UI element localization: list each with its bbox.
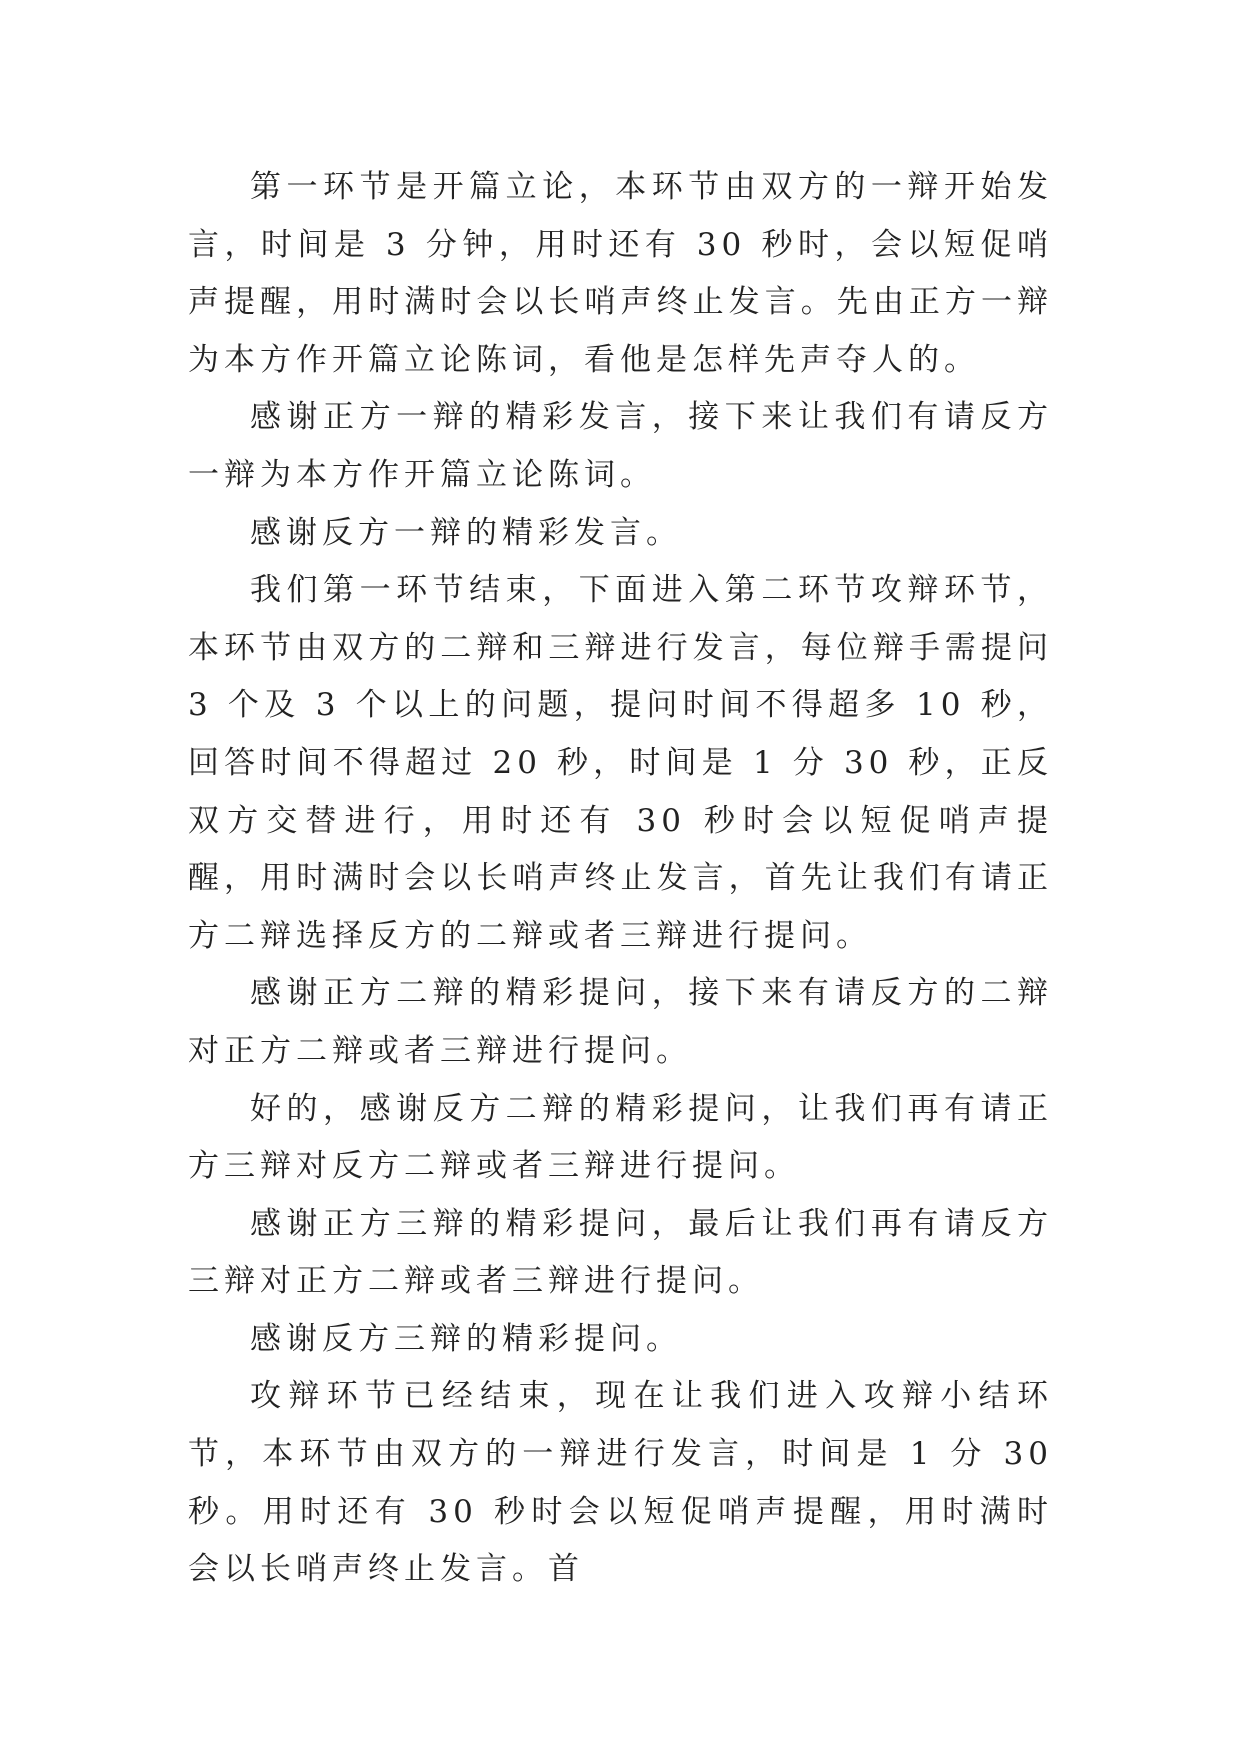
paragraph-9: 攻辩环节已经结束，现在让我们进入攻辩小结环节，本环节由双方的一辩进行发言，时间是 1 分 30 秒。用时还有 30 秒时会以短促哨声提醒，用时满时会以长哨声终止发言。首: [188, 1378, 1053, 1588]
paragraph-2: 感谢正方一辩的精彩发言，接下来让我们有请反方一辩为本方作开篇立论陈词。: [188, 399, 1053, 493]
paragraph-3: 感谢反方一辩的精彩发言。: [250, 514, 682, 551]
paragraph-8: 感谢反方三辩的精彩提问。: [250, 1320, 682, 1357]
paragraph-4: 我们第一环节结束，下面进入第二环节攻辩环节，本环节由双方的二辩和三辩进行发言，每位辩手需提问 3 个及 3 个以上的问题，提问时间不得超多 10 秒，回答时间不得超过 20 秒，时间是 1 分 30 秒，正反双方交替进行，用时还有 30 秒时会以短促哨声提醒，用时满时会以长哨声终止发言，首先让我们有请正方二辩选择反方的二辩或者三辩进行提问。: [188, 572, 1053, 954]
paragraph-6: 好的，感谢反方二辩的精彩提问，让我们再有请正方三辩对反方二辩或者三辩进行提问。: [188, 1090, 1053, 1185]
paragraph-5: 感谢正方二辩的精彩提问，接下来有请反方的二辩对正方二辩或者三辩进行提问。: [188, 975, 1053, 1069]
paragraph-7: 感谢正方三辩的精彩提问，最后让我们再有请反方三辩对正方二辩或者三辩进行提问。: [188, 1205, 1053, 1300]
paragraph-1: 第一环节是开篇立论，本环节由双方的一辩开始发言，时间是 3 分钟，用时还有 30 秒时，会以短促哨声提醒，用时满时会以长哨声终止发言。先由正方一辩为本方作开篇立论陈词，看他是怎样先声夺人的。: [188, 169, 1053, 378]
document-body: [188, 159, 1053, 1599]
